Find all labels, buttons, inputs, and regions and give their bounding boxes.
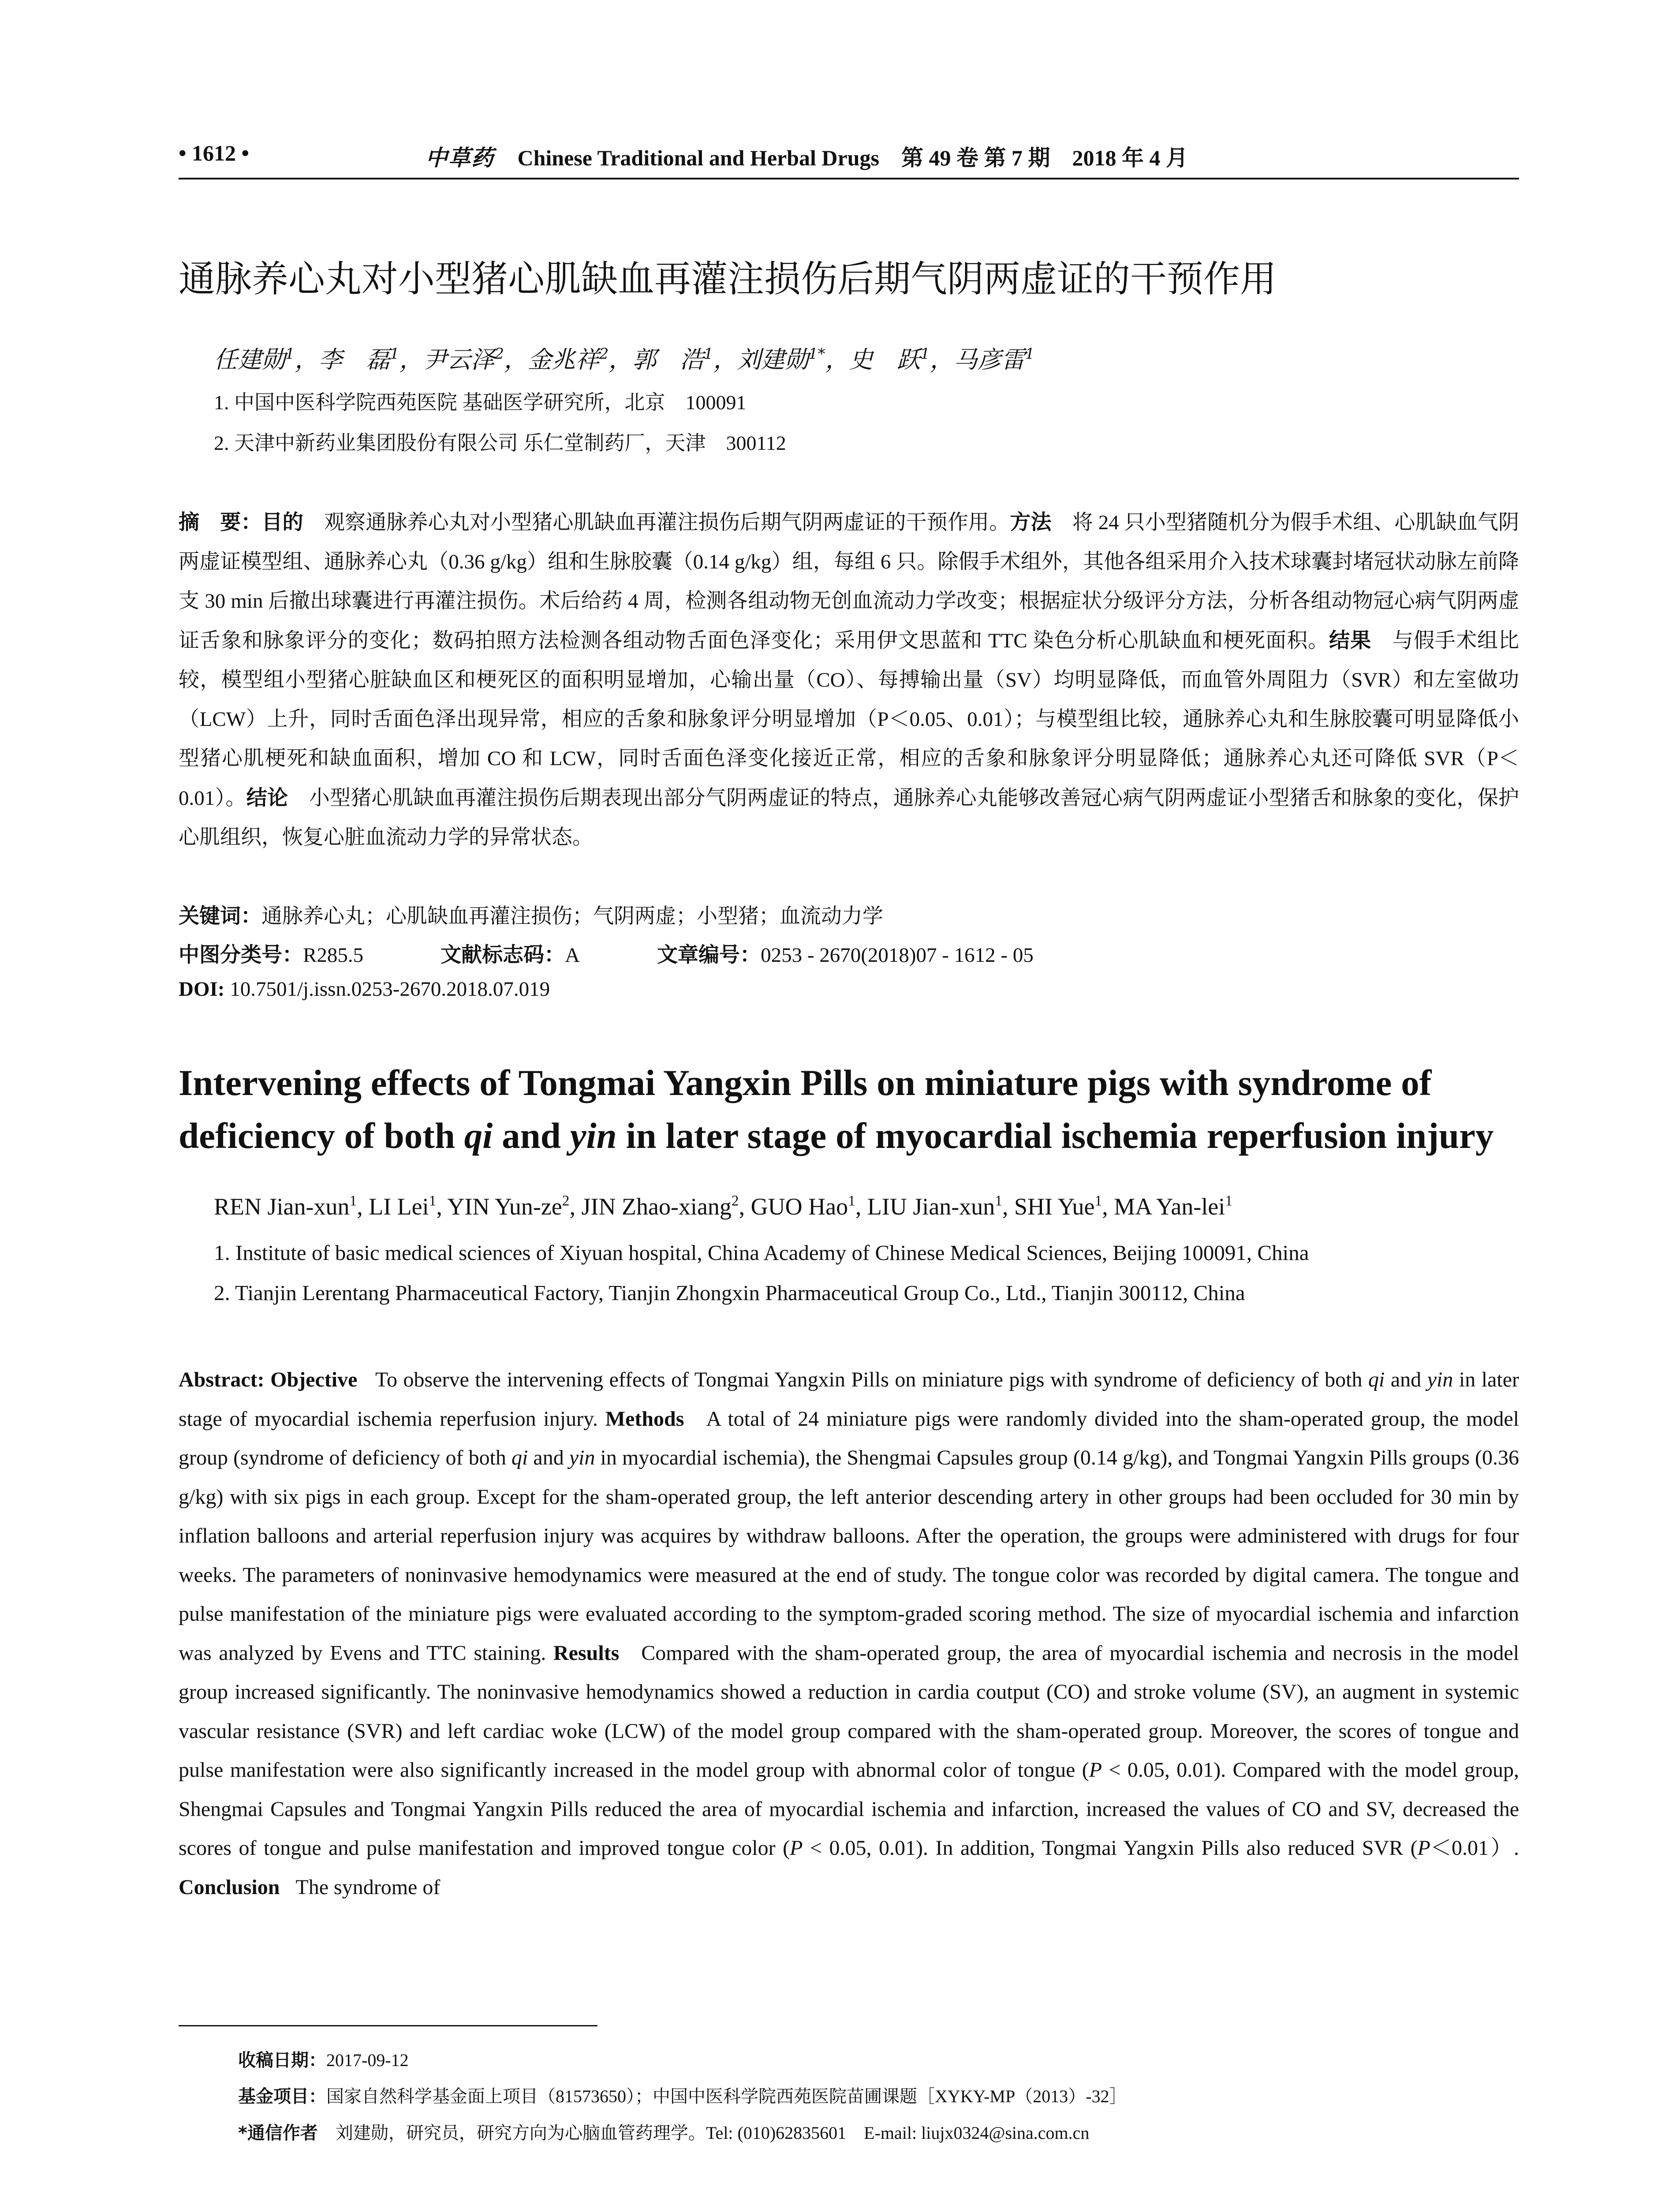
article-no-label: 文章编号：	[657, 943, 761, 967]
en-results-text: ＜0.01）.	[1430, 1836, 1519, 1860]
header-rule	[179, 178, 1519, 179]
fund-label: 基金项目：	[238, 2086, 326, 2107]
author-affiliation-mark: 2	[562, 1192, 570, 1209]
author-affiliation-mark: 1	[1094, 1192, 1102, 1209]
cn-affiliation-1: 1. 中国中医科学院西苑医院 基础医学研究所，北京 100091	[214, 391, 747, 414]
cn-objective-text: 观察通脉养心丸对小型猪心肌缺血再灌注损伤后期气阴两虚证的干预作用。	[324, 511, 1010, 534]
cn-classification-line	[179, 938, 1034, 968]
author-name: MA Yan-lei	[1114, 1193, 1225, 1220]
author-affiliation-mark: 1	[1025, 345, 1035, 363]
p-value-symbol: P	[1089, 1758, 1102, 1782]
en-author-list: REN Jian-xun$^1$, LI Lei$^1$, YIN Yun-$ze^2$, JIN Zhao-xiang$^2$, GUO Hao$^1$, LIU Jian-xun$^1$, SHI Yue$^1$, MA Yan-lei$^1$	[214, 1192, 1233, 1220]
en-title-part: Intervening effects of Tongmai Yangxin Pills on miniature pigs with syndrome of deficiency of both	[179, 1062, 1432, 1156]
p-value-symbol: P	[790, 1836, 803, 1860]
article-no-value: 0253 - 2670(2018)07 - 1612 - 05	[761, 944, 1034, 967]
footnote-corresponding	[238, 2119, 1089, 2144]
en-results-text: < 0.05, 0.01). Compared with the model group, Shengmai Capsules and Tongmai Yangxin Pills reduced the area of myocardial ischemia and infarction, increased the values of CO and SV, decreased the scores of tongue and pulse manifestation and improved tongue color (	[179, 1758, 1519, 1860]
author-name: YIN Yun-ze	[447, 1193, 562, 1220]
author-name: 马彦雷	[953, 346, 1025, 374]
doi-value: 10.7501/j.issn.0253-2670.2018.07.019	[230, 978, 550, 1001]
page-number: • 1612 •	[179, 141, 250, 165]
journal-logo: 中草药	[426, 145, 494, 171]
author-affiliation-mark: 1	[429, 1192, 437, 1209]
en-conclusion-label: Conclusion	[179, 1875, 280, 1899]
en-objective-text: To observe the intervening effects of Tongmai Yangxin Pills on miniature pigs with syndrome of deficiency of both	[375, 1368, 1368, 1391]
doi-label: DOI:	[179, 978, 225, 1001]
footnote-received	[238, 2046, 409, 2071]
en-title-part: in later stage of myocardial ischemia reperfusion injury	[616, 1115, 1494, 1156]
author-affiliation-mark: 1*	[808, 345, 825, 363]
author-name: LI Lei	[369, 1193, 429, 1220]
journal-issue-line: Chinese Traditional and Herbal Drugs 第 49 卷 第 7 期 2018 年 4 月	[517, 146, 1188, 170]
author-name: 李 磊	[318, 346, 390, 374]
clc-value: R285.5	[303, 944, 364, 967]
doi-line	[179, 977, 550, 1001]
author-name: 史 跃	[849, 346, 921, 374]
author-affiliation-mark: 2	[494, 345, 504, 363]
cn-abstract	[179, 503, 1519, 857]
qi-term: qi	[511, 1446, 528, 1469]
author-affiliation-mark: 1	[920, 345, 930, 363]
author-name: 金兆祥	[527, 346, 599, 374]
connector: and	[1385, 1368, 1427, 1391]
author-affiliation-mark: 1	[1225, 1192, 1233, 1209]
en-title-qi: qi	[464, 1115, 493, 1156]
author-name: 任建勋	[214, 346, 285, 374]
corr-text: 刘建勋，研究员，研究方向为心脑血管药理学。Tel: (010)62835601 E-mail: liujx0324@sina.com.cn	[317, 2123, 1090, 2143]
author-affiliation-mark: 1	[995, 1192, 1003, 1209]
author-affiliation-mark: 1	[848, 1192, 855, 1209]
yin-term: yin	[569, 1446, 595, 1469]
en-title-part: and	[493, 1115, 570, 1156]
author-name: GUO Hao	[750, 1193, 848, 1220]
doc-code-value: A	[565, 944, 580, 967]
author-affiliation-mark: 1	[704, 345, 713, 363]
cn-methods-text: 将 24 只小型猪随机分为假手术组、心肌缺血气阴两虚证模型组、通脉养心丸（0.36 g/kg）组和生脉胶囊（0.14 g/kg）组，每组 6 只。除假手术组外，其他各组采用介入技术球囊封堵冠状动脉左前降支 30 min 后撤出球囊进行再灌注损伤。术后给药 4 周，检测各组动物无创血流动力学改变；根据症状分级评分方法，分析各组动物冠心病气阴两虚证舌象和脉象评分的变化；数码拍照方法检测各组动物舌面色泽变化；采用伊文思蓝和 TTC 染色分析心肌缺血和梗死面积。	[179, 511, 1519, 652]
en-objective-label: Abstract: Objective	[179, 1368, 358, 1391]
en-results-text: < 0.05, 0.01). In addition, Tongmai Yangxin Pills also reduced SVR (	[803, 1836, 1418, 1860]
cn-conclusion-label: 结论	[246, 786, 288, 810]
keywords-text: 通脉养心丸；心肌缺血再灌注损伤；气阴两虚；小型猪；血流动力学	[261, 905, 883, 928]
en-title-yin: yin	[570, 1115, 617, 1156]
author-name: LIU Jian-xun	[867, 1193, 995, 1220]
author-name: 郭 浩	[632, 346, 704, 374]
received-date: 2017-09-12	[326, 2050, 409, 2070]
running-header	[426, 140, 1188, 172]
received-label: 收稿日期：	[238, 2050, 326, 2070]
author-affiliation-mark: 1	[349, 1192, 357, 1209]
fund-text: 国家自然科学基金面上项目（81573650）；中国中医科学院西苑医院苗圃课题［XYKY-MP（2013）-32］	[326, 2086, 1127, 2106]
en-results-label: Results	[553, 1641, 620, 1665]
clc-label: 中图分类号：	[179, 943, 303, 967]
cn-conclusion-text: 小型猪心肌缺血再灌注损伤后期表现出部分气阴两虚证的特点，通脉养心丸能够改善冠心病气阴两虚证小型猪舌和脉象的变化，保护心肌组织，恢复心脏血流动力学的异常状态。	[179, 787, 1519, 849]
cn-results-text: 与假手术组比较，模型组小型猪心脏缺血区和梗死区的面积明显增加，心输出量（CO）、每搏输出量（SV）均明显降低，而血管外周阻力（SVR）和左室做功（LCW）上升，同时舌面色泽出现异常，相应的舌象和脉象评分明显增加（P＜0.05、0.01）；与模型组比较，通脉养心丸和生脉胶囊可明显降低小型猪心肌梗死和缺血面积，增加 CO 和 LCW，同时舌面色泽变化接近正常，相应的舌象和脉象评分明显降低；通脉养心丸还可降低 SVR（P＜0.01）。	[179, 629, 1519, 810]
author-affiliation-mark: 2	[731, 1192, 739, 1209]
en-methods-text: in myocardial ischemia), the Shengmai Capsules group (0.14 g/kg), and Tongmai Yangxin Pills groups (0.36 g/kg) with six pigs in each group. Except for the sham-operated group, the left anterior descending artery in other groups had been occluded for 30 min by inflation balloons and arterial reperfusion injury was acquires by withdraw balloons. After the operation, the groups were administered with drugs for four weeks. The parameters of noninvasive hemodynamics were measured at the end of study. The tongue color was recorded by digital camera. The tongue and pulse manifestation of the miniature pigs were evaluated according to the symptom-graded scoring method. The size of myocardial ischemia and infarction was analyzed by Evens and TTC staining.	[179, 1446, 1519, 1665]
en-article-title	[179, 1056, 1537, 1162]
corr-label: *通信作者	[238, 2123, 318, 2143]
en-affiliation-2: 2. Tianjin Lerentang Pharmaceutical Factory, Tianjin Zhongxin Pharmaceutical Group Co., Ltd., Tianjin 300112, China	[214, 1281, 1245, 1305]
en-methods-text: A total of 24 miniature pigs were randomly divided into the sham-operated group, the model group (syndrome of deficiency of both	[179, 1407, 1519, 1469]
author-affiliation-mark: 2	[599, 345, 609, 363]
cn-affiliation-2: 2. 天津中新药业集团股份有限公司 乐仁堂制药厂，天津 300112	[214, 432, 786, 454]
author-name: JIN Zhao-xiang	[581, 1193, 732, 1220]
cn-abstract-label: 摘 要：	[179, 510, 262, 534]
cn-author-list: 任建勋$^1$，李 磊$^1$，尹云泽$^2$，金兆祥$^2$，郭 浩$^1$，刘建勋$^{1*}$，史 跃$^1$，马彦雷$^1$	[214, 345, 1035, 374]
author-affiliation-mark: 1	[390, 345, 399, 363]
footnote-funding	[238, 2082, 1127, 2108]
author-affiliation-mark: 1	[285, 345, 295, 363]
cn-methods-label: 方法	[1010, 510, 1052, 534]
footnote-rule	[179, 2025, 597, 2026]
author-name: REN Jian-xun	[214, 1193, 350, 1220]
en-results-text: Compared with the sham-operated group, the area of myocardial ischemia and necrosis in the model group increased significantly. The noninvasive hemodynamics showed a reduction in cardia coutput (CO) and stroke volume (SV), an augment in systemic vascular resistance (SVR) and left cardiac woke (LCW) of the model group compared with the sham-operated group. Moreover, the scores of tongue and pulse manifestation were also significantly increased in the model group with abnormal color of tongue (	[179, 1641, 1519, 1782]
keywords-label: 关键词：	[179, 904, 261, 928]
en-methods-label: Methods	[605, 1407, 684, 1431]
cn-results-label: 结果	[1329, 628, 1372, 653]
cn-article-title: 通脉养心丸对小型猪心肌缺血再灌注损伤后期气阴两虚证的干预作用	[179, 258, 1277, 300]
cn-keywords	[179, 900, 883, 929]
connector: and	[528, 1446, 569, 1469]
en-conclusion-text: The syndrome of	[295, 1875, 441, 1899]
author-name: SHI Yue	[1014, 1193, 1095, 1220]
en-affiliation-1: 1. Institute of basic medical sciences of Xiyuan hospital, China Academy of Chinese Medical Sciences, Beijing 100091, China	[214, 1241, 1309, 1265]
qi-term: qi	[1368, 1368, 1385, 1391]
author-name: 尹云泽	[423, 346, 495, 374]
yin-term: yin	[1427, 1368, 1453, 1391]
cn-objective-label: 目的	[261, 510, 303, 534]
en-abstract	[179, 1360, 1519, 1907]
doc-code-label: 文献标志码：	[441, 943, 565, 967]
en-objective-text: in later stage of myocardial ischemia reperfusion injury.	[179, 1368, 1519, 1431]
author-name: 刘建勋	[737, 346, 809, 374]
p-value-symbol: P	[1417, 1836, 1430, 1860]
